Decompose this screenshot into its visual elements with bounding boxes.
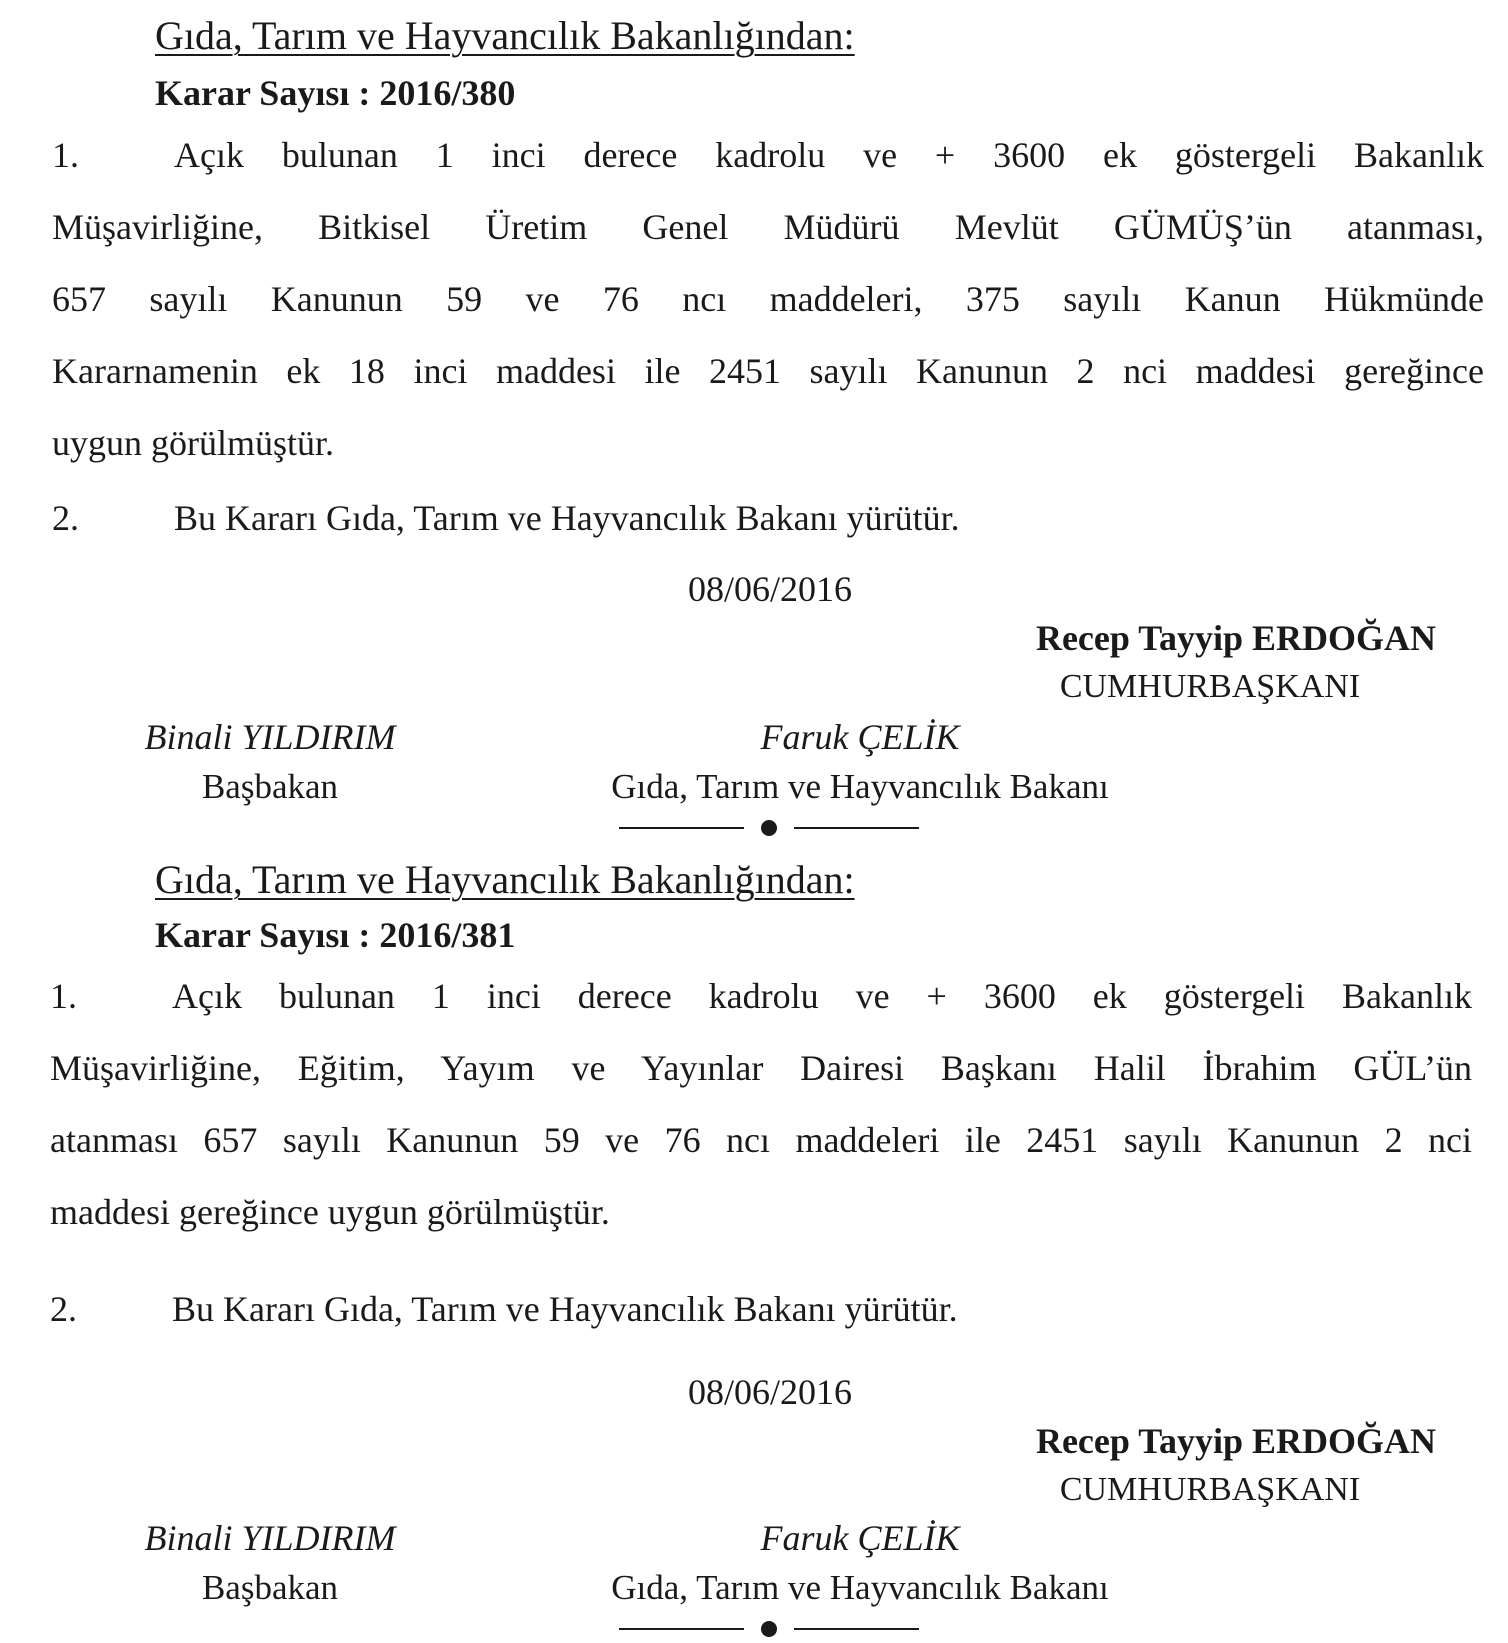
decree-number: Karar Sayısı : 2016/381 bbox=[155, 915, 516, 955]
item-number: 2. bbox=[50, 1289, 77, 1329]
paragraph-line: atanması 657 sayılı Kanunun 59 ve 76 ncı maddeleri ile 2451 sayılı Kanunun 2 nci bbox=[50, 1120, 1472, 1160]
ministry-heading: Gıda, Tarım ve Hayvancılık Bakanlığından: bbox=[155, 13, 855, 58]
item-2-text: Bu Kararı Gıda, Tarım ve Hayvancılık Bakanı yürütür. bbox=[172, 1289, 958, 1329]
paragraph-line: Müşavirliğine, Eğitim, Yayım ve Yayınlar Dairesi Başkanı Halil İbrahim GÜL’ün bbox=[50, 1048, 1472, 1088]
separator-line bbox=[619, 827, 744, 829]
item-2-text: Bu Kararı Gıda, Tarım ve Hayvancılık Bakanı yürütür. bbox=[174, 498, 960, 538]
item-1-paragraph bbox=[52, 119, 1484, 479]
pm-title: Başbakan bbox=[201, 767, 339, 806]
paragraph-line: Kararnamenin ek 18 inci maddesi ile 2451 sayılı Kanunun 2 nci maddesi gereğince bbox=[52, 351, 1484, 391]
paragraph-line: uygun görülmüştür. bbox=[52, 423, 335, 463]
president-title: CUMHURBAŞKANI bbox=[1059, 668, 1361, 705]
pm-name: Binali YILDIRIM bbox=[144, 717, 396, 757]
minister-name: Faruk ÇELİK bbox=[760, 1518, 960, 1558]
ministry-heading: Gıda, Tarım ve Hayvancılık Bakanlığından: bbox=[155, 857, 855, 902]
paragraph-line: Açık bulunan 1 inci derece kadrolu ve + 3600 ek göstergeli Bakanlık bbox=[174, 135, 1484, 175]
section-separator bbox=[614, 1619, 924, 1639]
decision-date: 08/06/2016 bbox=[687, 1372, 852, 1412]
decision-date: 08/06/2016 bbox=[687, 569, 852, 609]
separator-line bbox=[619, 1628, 744, 1630]
separator-dot bbox=[761, 1621, 777, 1637]
separator-line bbox=[794, 1628, 919, 1630]
item-number: 1. bbox=[50, 976, 77, 1016]
item-number: 2. bbox=[52, 498, 79, 538]
paragraph-line: 657 sayılı Kanunun 59 ve 76 ncı maddeleri, 375 sayılı Kanun Hükmünde bbox=[52, 279, 1484, 319]
section-separator bbox=[614, 818, 924, 838]
item-1-paragraph bbox=[50, 960, 1472, 1248]
minister-title: Gıda, Tarım ve Hayvancılık Bakanı bbox=[611, 1568, 1109, 1607]
president-title: CUMHURBAŞKANI bbox=[1059, 1471, 1361, 1508]
pm-name: Binali YILDIRIM bbox=[144, 1518, 396, 1558]
decree-number: Karar Sayısı : 2016/380 bbox=[155, 73, 516, 113]
president-name: Recep Tayyip ERDOĞAN bbox=[1035, 618, 1436, 658]
president-name: Recep Tayyip ERDOĞAN bbox=[1035, 1421, 1436, 1461]
pm-title: Başbakan bbox=[201, 1568, 339, 1607]
paragraph-line: Müşavirliğine, Bitkisel Üretim Genel Müdürü Mevlüt GÜMÜŞ’ün atanması, bbox=[52, 207, 1484, 247]
minister-name: Faruk ÇELİK bbox=[760, 717, 960, 757]
separator-line bbox=[794, 827, 919, 829]
minister-title: Gıda, Tarım ve Hayvancılık Bakanı bbox=[611, 767, 1109, 806]
separator-dot bbox=[761, 820, 777, 836]
paragraph-line: maddesi gereğince uygun görülmüştür. bbox=[50, 1192, 610, 1232]
item-number: 1. bbox=[52, 135, 79, 175]
paragraph-line: Açık bulunan 1 inci derece kadrolu ve + 3600 ek göstergeli Bakanlık bbox=[172, 976, 1472, 1016]
